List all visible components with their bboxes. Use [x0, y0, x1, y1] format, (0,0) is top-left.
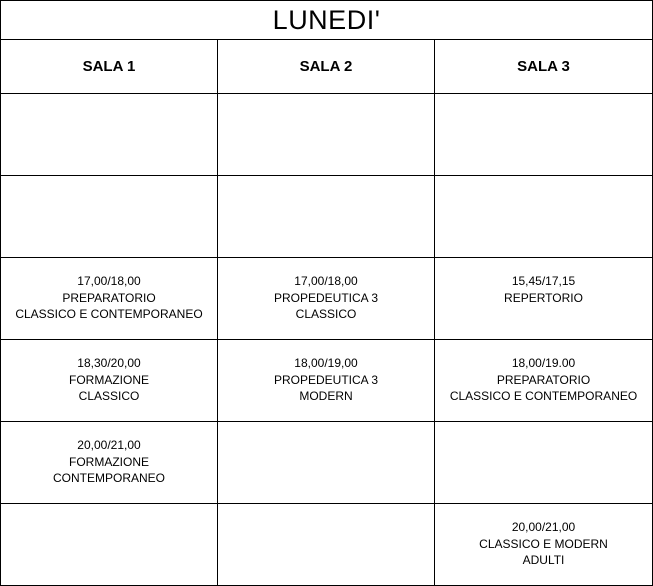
room-header-sala-3: SALA 3	[435, 40, 653, 94]
class-label: CLASSICO	[78, 389, 140, 403]
class-entry	[218, 258, 434, 323]
schedule-cell-sala-2	[218, 422, 435, 504]
schedule-row	[1, 340, 653, 422]
class-label: CLASSICO E CONTEMPORANEO	[449, 389, 638, 403]
class-time: 17,00/18,00	[77, 274, 141, 288]
schedule-cell-sala-1	[1, 94, 218, 176]
class-label: CONTEMPORANEO	[52, 471, 165, 485]
class-entry	[1, 258, 217, 323]
day-title: LUNEDI'	[1, 1, 653, 40]
class-label: CLASSICO	[295, 307, 357, 321]
class-entry	[435, 258, 652, 306]
schedule-cell-sala-3	[435, 504, 653, 586]
schedule-cell-sala-3	[435, 422, 653, 504]
class-label: CLASSICO E MODERN	[479, 536, 608, 551]
schedule-row	[1, 422, 653, 504]
day-title-row	[1, 1, 653, 40]
class-time: 20,00/21,00	[511, 520, 576, 534]
schedule-cell-sala-1	[1, 504, 218, 586]
schedule-cell-sala-1	[1, 422, 218, 504]
class-label: MODERN	[299, 389, 353, 403]
class-label: PREPARATORIO	[62, 290, 156, 305]
class-time: 17,00/18,00	[294, 274, 358, 288]
class-label: PROPEDEUTICA 3	[273, 290, 379, 305]
schedule-cell-sala-3	[435, 340, 653, 422]
class-time: 18,00/19.00	[511, 356, 576, 370]
schedule-row	[1, 504, 653, 586]
room-header-sala-1: SALA 1	[1, 40, 218, 94]
class-label: FORMAZIONE	[69, 372, 149, 387]
schedule-cell-sala-2	[218, 176, 435, 258]
schedule-body	[1, 94, 653, 586]
class-time: 18,00/19,00	[294, 356, 358, 370]
schedule-row	[1, 258, 653, 340]
schedule-cell-sala-2	[218, 258, 435, 340]
class-label: FORMAZIONE	[69, 454, 149, 469]
schedule-cell-sala-2	[218, 504, 435, 586]
class-label: CLASSICO E CONTEMPORANEO	[15, 307, 203, 321]
class-label: PREPARATORIO	[496, 372, 591, 387]
schedule-cell-sala-3	[435, 258, 653, 340]
schedule-row	[1, 94, 653, 176]
class-label: ADULTI	[522, 553, 565, 567]
schedule-row	[1, 176, 653, 258]
class-entry	[1, 422, 217, 487]
schedule-cell-sala-2	[218, 94, 435, 176]
schedule-cell-sala-1	[1, 176, 218, 258]
class-entry	[1, 340, 217, 405]
class-time: 18,30/20,00	[77, 356, 141, 370]
class-time: 15,45/17,15	[511, 274, 576, 288]
schedule-cell-sala-1	[1, 258, 218, 340]
class-time: 20,00/21,00	[77, 438, 141, 452]
class-label: PROPEDEUTICA 3	[273, 372, 379, 387]
schedule-cell-sala-1	[1, 340, 218, 422]
schedule-cell-sala-3	[435, 176, 653, 258]
class-entry	[435, 340, 652, 405]
room-header-sala-2: SALA 2	[218, 40, 435, 94]
schedule-cell-sala-3	[435, 94, 653, 176]
schedule-cell-sala-2	[218, 340, 435, 422]
class-entry	[435, 504, 652, 569]
class-label: REPERTORIO	[504, 290, 583, 305]
room-header-row	[1, 40, 653, 94]
class-entry	[218, 340, 434, 405]
